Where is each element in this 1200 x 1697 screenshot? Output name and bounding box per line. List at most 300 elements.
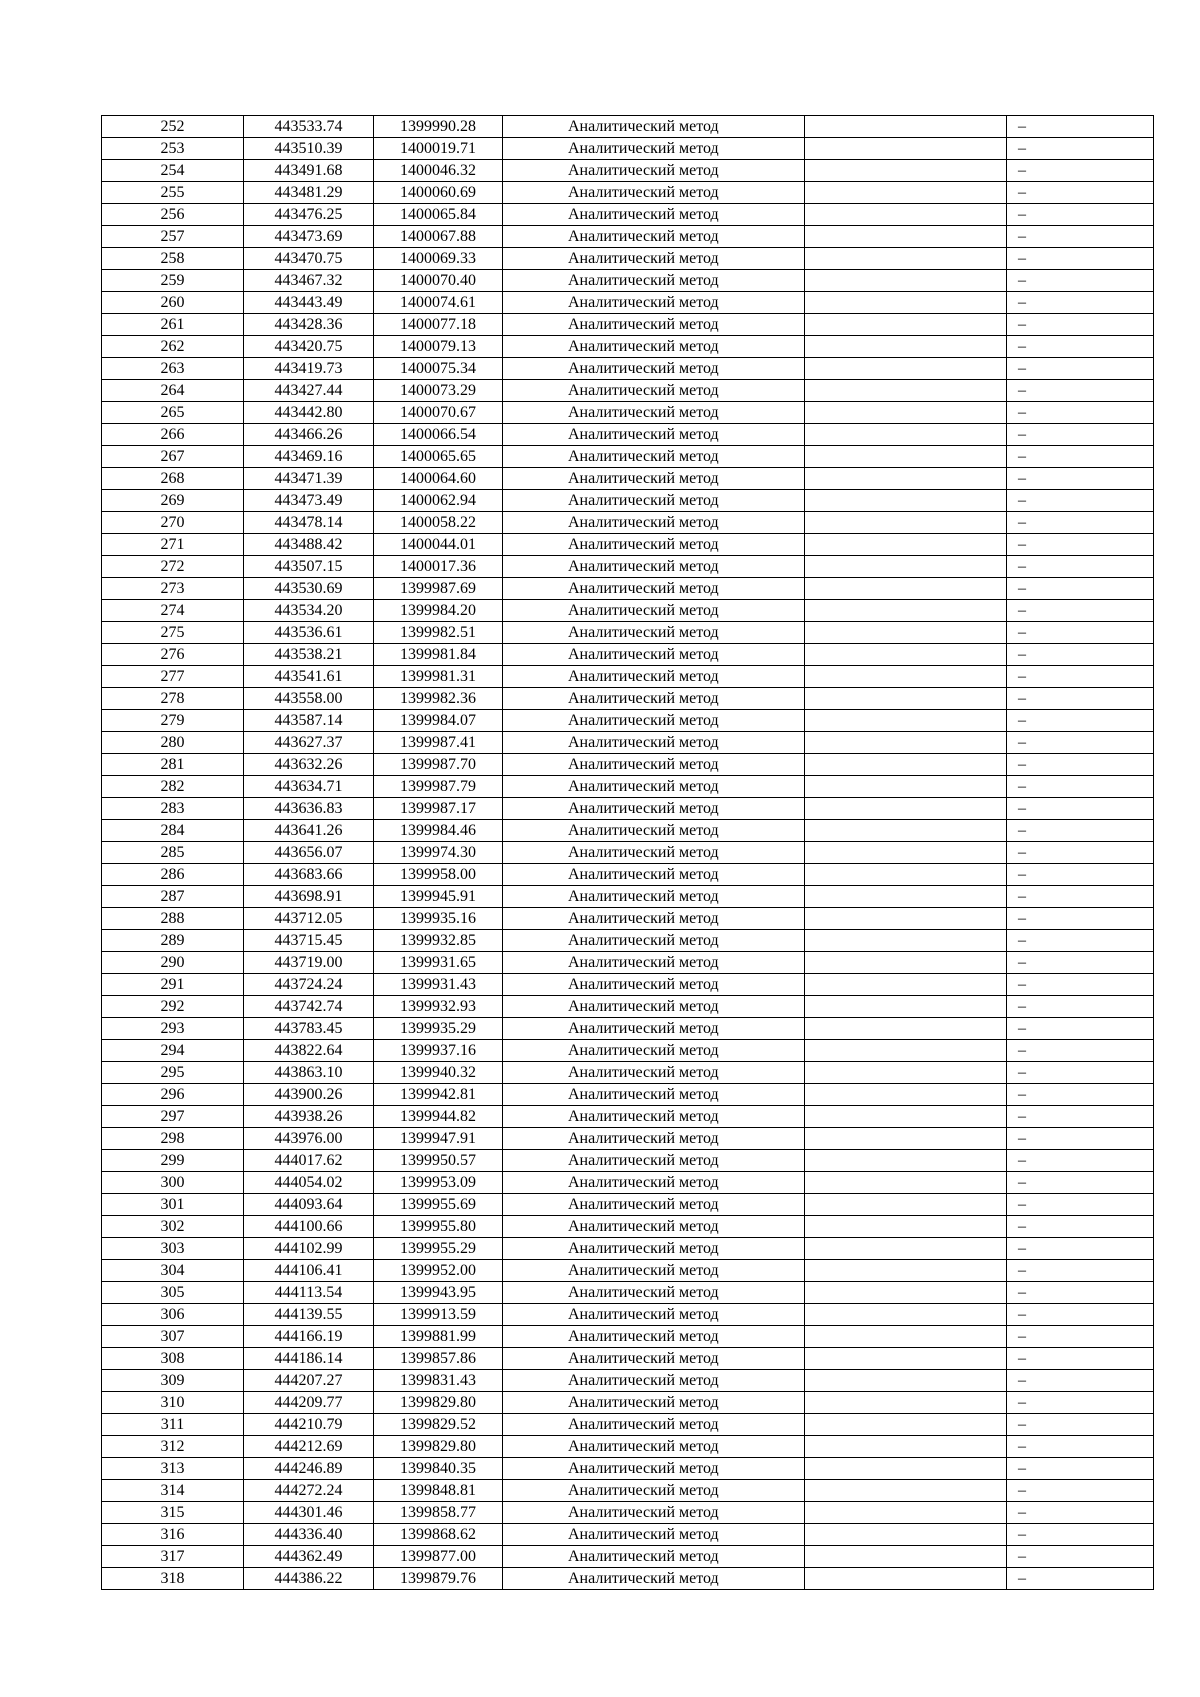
- point-number-cell: 259: [102, 270, 244, 292]
- y-coordinate-cell: 1400070.40: [374, 270, 503, 292]
- description-cell: –: [1007, 292, 1154, 314]
- point-number-cell: 273: [102, 578, 244, 600]
- y-coordinate-cell: 1399953.09: [374, 1172, 503, 1194]
- description-cell: –: [1007, 1106, 1154, 1128]
- x-coordinate-cell: 444186.14: [244, 1348, 374, 1370]
- method-cell: Аналитический метод: [503, 776, 805, 798]
- method-cell: Аналитический метод: [503, 600, 805, 622]
- x-coordinate-cell: 443683.66: [244, 864, 374, 886]
- description-cell: –: [1007, 336, 1154, 358]
- precision-cell: [805, 1370, 1007, 1392]
- method-cell: Аналитический метод: [503, 402, 805, 424]
- precision-cell: [805, 688, 1007, 710]
- method-cell: Аналитический метод: [503, 1216, 805, 1238]
- table-row: [102, 1348, 1154, 1370]
- point-number-cell: 291: [102, 974, 244, 996]
- description-cell: –: [1007, 908, 1154, 930]
- description-cell: –: [1007, 556, 1154, 578]
- description-cell: –: [1007, 1568, 1154, 1590]
- description-cell: –: [1007, 1458, 1154, 1480]
- table-row: [102, 1172, 1154, 1194]
- method-cell: Аналитический метод: [503, 1370, 805, 1392]
- precision-cell: [805, 116, 1007, 138]
- precision-cell: [805, 292, 1007, 314]
- method-cell: Аналитический метод: [503, 1106, 805, 1128]
- description-cell: –: [1007, 490, 1154, 512]
- y-coordinate-cell: 1399931.43: [374, 974, 503, 996]
- method-cell: Аналитический метод: [503, 798, 805, 820]
- method-cell: Аналитический метод: [503, 1502, 805, 1524]
- point-number-cell: 271: [102, 534, 244, 556]
- y-coordinate-cell: 1399982.51: [374, 622, 503, 644]
- x-coordinate-cell: 443938.26: [244, 1106, 374, 1128]
- method-cell: Аналитический метод: [503, 226, 805, 248]
- table-row: [102, 1062, 1154, 1084]
- y-coordinate-cell: 1400066.54: [374, 424, 503, 446]
- x-coordinate-cell: 444209.77: [244, 1392, 374, 1414]
- point-number-cell: 302: [102, 1216, 244, 1238]
- table-row: [102, 402, 1154, 424]
- point-number-cell: 279: [102, 710, 244, 732]
- table-row: [102, 1370, 1154, 1392]
- description-cell: –: [1007, 1062, 1154, 1084]
- y-coordinate-cell: 1399935.29: [374, 1018, 503, 1040]
- table-row: [102, 1414, 1154, 1436]
- y-coordinate-cell: 1399831.43: [374, 1370, 503, 1392]
- x-coordinate-cell: 443632.26: [244, 754, 374, 776]
- table-row: [102, 1304, 1154, 1326]
- description-cell: –: [1007, 1546, 1154, 1568]
- x-coordinate-cell: 443715.45: [244, 930, 374, 952]
- precision-cell: [805, 1106, 1007, 1128]
- precision-cell: [805, 314, 1007, 336]
- method-cell: Аналитический метод: [503, 1062, 805, 1084]
- point-number-cell: 318: [102, 1568, 244, 1590]
- precision-cell: [805, 358, 1007, 380]
- x-coordinate-cell: 443822.64: [244, 1040, 374, 1062]
- point-number-cell: 274: [102, 600, 244, 622]
- table-row: [102, 1260, 1154, 1282]
- point-number-cell: 263: [102, 358, 244, 380]
- table-row: [102, 116, 1154, 138]
- point-number-cell: 293: [102, 1018, 244, 1040]
- method-cell: Аналитический метод: [503, 622, 805, 644]
- y-coordinate-cell: 1400062.94: [374, 490, 503, 512]
- table-row: [102, 820, 1154, 842]
- y-coordinate-cell: 1399932.85: [374, 930, 503, 952]
- method-cell: Аналитический метод: [503, 1238, 805, 1260]
- x-coordinate-cell: 444106.41: [244, 1260, 374, 1282]
- y-coordinate-cell: 1399943.95: [374, 1282, 503, 1304]
- table-row: [102, 688, 1154, 710]
- table-row: [102, 336, 1154, 358]
- table-row: [102, 710, 1154, 732]
- point-number-cell: 270: [102, 512, 244, 534]
- point-number-cell: 315: [102, 1502, 244, 1524]
- description-cell: –: [1007, 1480, 1154, 1502]
- precision-cell: [805, 402, 1007, 424]
- x-coordinate-cell: 444100.66: [244, 1216, 374, 1238]
- x-coordinate-cell: 443533.74: [244, 116, 374, 138]
- description-cell: –: [1007, 314, 1154, 336]
- y-coordinate-cell: 1399868.62: [374, 1524, 503, 1546]
- description-cell: –: [1007, 534, 1154, 556]
- x-coordinate-cell: 443473.49: [244, 490, 374, 512]
- method-cell: Аналитический метод: [503, 578, 805, 600]
- x-coordinate-cell: 443719.00: [244, 952, 374, 974]
- y-coordinate-cell: 1399858.77: [374, 1502, 503, 1524]
- y-coordinate-cell: 1399944.82: [374, 1106, 503, 1128]
- table-row: [102, 1524, 1154, 1546]
- point-number-cell: 296: [102, 1084, 244, 1106]
- point-number-cell: 300: [102, 1172, 244, 1194]
- point-number-cell: 264: [102, 380, 244, 402]
- x-coordinate-cell: 444054.02: [244, 1172, 374, 1194]
- description-cell: –: [1007, 930, 1154, 952]
- y-coordinate-cell: 1399987.69: [374, 578, 503, 600]
- precision-cell: [805, 1348, 1007, 1370]
- precision-cell: [805, 842, 1007, 864]
- y-coordinate-cell: 1399952.00: [374, 1260, 503, 1282]
- y-coordinate-cell: 1399982.36: [374, 688, 503, 710]
- y-coordinate-cell: 1399940.32: [374, 1062, 503, 1084]
- description-cell: –: [1007, 1194, 1154, 1216]
- y-coordinate-cell: 1399984.20: [374, 600, 503, 622]
- point-number-cell: 282: [102, 776, 244, 798]
- coordinates-table-body: [102, 116, 1154, 1590]
- description-cell: –: [1007, 380, 1154, 402]
- point-number-cell: 314: [102, 1480, 244, 1502]
- table-row: [102, 424, 1154, 446]
- table-row: [102, 380, 1154, 402]
- precision-cell: [805, 424, 1007, 446]
- point-number-cell: 269: [102, 490, 244, 512]
- x-coordinate-cell: 443536.61: [244, 622, 374, 644]
- precision-cell: [805, 578, 1007, 600]
- description-cell: –: [1007, 1414, 1154, 1436]
- description-cell: –: [1007, 1128, 1154, 1150]
- x-coordinate-cell: 444336.40: [244, 1524, 374, 1546]
- precision-cell: [805, 798, 1007, 820]
- method-cell: Аналитический метод: [503, 270, 805, 292]
- precision-cell: [805, 380, 1007, 402]
- table-row: [102, 182, 1154, 204]
- precision-cell: [805, 160, 1007, 182]
- description-cell: –: [1007, 754, 1154, 776]
- method-cell: Аналитический метод: [503, 1084, 805, 1106]
- y-coordinate-cell: 1399955.80: [374, 1216, 503, 1238]
- y-coordinate-cell: 1399881.99: [374, 1326, 503, 1348]
- method-cell: Аналитический метод: [503, 1414, 805, 1436]
- precision-cell: [805, 336, 1007, 358]
- y-coordinate-cell: 1399958.00: [374, 864, 503, 886]
- point-number-cell: 288: [102, 908, 244, 930]
- x-coordinate-cell: 444207.27: [244, 1370, 374, 1392]
- precision-cell: [805, 974, 1007, 996]
- x-coordinate-cell: 444386.22: [244, 1568, 374, 1590]
- table-row: [102, 1194, 1154, 1216]
- x-coordinate-cell: 444272.24: [244, 1480, 374, 1502]
- description-cell: –: [1007, 996, 1154, 1018]
- x-coordinate-cell: 443466.26: [244, 424, 374, 446]
- x-coordinate-cell: 443587.14: [244, 710, 374, 732]
- y-coordinate-cell: 1399987.41: [374, 732, 503, 754]
- description-cell: –: [1007, 842, 1154, 864]
- x-coordinate-cell: 443698.91: [244, 886, 374, 908]
- x-coordinate-cell: 443473.69: [244, 226, 374, 248]
- point-number-cell: 267: [102, 446, 244, 468]
- point-number-cell: 257: [102, 226, 244, 248]
- description-cell: –: [1007, 798, 1154, 820]
- method-cell: Аналитический метод: [503, 974, 805, 996]
- y-coordinate-cell: 1399987.70: [374, 754, 503, 776]
- description-cell: –: [1007, 1172, 1154, 1194]
- precision-cell: [805, 1062, 1007, 1084]
- y-coordinate-cell: 1400070.67: [374, 402, 503, 424]
- precision-cell: [805, 1436, 1007, 1458]
- method-cell: Аналитический метод: [503, 930, 805, 952]
- table-row: [102, 226, 1154, 248]
- description-cell: –: [1007, 688, 1154, 710]
- x-coordinate-cell: 443641.26: [244, 820, 374, 842]
- description-cell: –: [1007, 644, 1154, 666]
- y-coordinate-cell: 1399981.31: [374, 666, 503, 688]
- table-row: [102, 1128, 1154, 1150]
- method-cell: Аналитический метод: [503, 1304, 805, 1326]
- description-cell: –: [1007, 776, 1154, 798]
- point-number-cell: 265: [102, 402, 244, 424]
- table-row: [102, 204, 1154, 226]
- point-number-cell: 268: [102, 468, 244, 490]
- x-coordinate-cell: 443510.39: [244, 138, 374, 160]
- x-coordinate-cell: 444139.55: [244, 1304, 374, 1326]
- precision-cell: [805, 732, 1007, 754]
- point-number-cell: 303: [102, 1238, 244, 1260]
- precision-cell: [805, 710, 1007, 732]
- point-number-cell: 275: [102, 622, 244, 644]
- x-coordinate-cell: 443712.05: [244, 908, 374, 930]
- precision-cell: [805, 1194, 1007, 1216]
- method-cell: Аналитический метод: [503, 754, 805, 776]
- y-coordinate-cell: 1399879.76: [374, 1568, 503, 1590]
- description-cell: –: [1007, 1392, 1154, 1414]
- x-coordinate-cell: 443976.00: [244, 1128, 374, 1150]
- description-cell: –: [1007, 1238, 1154, 1260]
- method-cell: Аналитический метод: [503, 1260, 805, 1282]
- x-coordinate-cell: 443478.14: [244, 512, 374, 534]
- precision-cell: [805, 556, 1007, 578]
- table-row: [102, 1502, 1154, 1524]
- x-coordinate-cell: 443443.49: [244, 292, 374, 314]
- precision-cell: [805, 754, 1007, 776]
- table-row: [102, 292, 1154, 314]
- x-coordinate-cell: 444362.49: [244, 1546, 374, 1568]
- precision-cell: [805, 182, 1007, 204]
- point-number-cell: 290: [102, 952, 244, 974]
- y-coordinate-cell: 1400079.13: [374, 336, 503, 358]
- precision-cell: [805, 1414, 1007, 1436]
- x-coordinate-cell: 443900.26: [244, 1084, 374, 1106]
- point-number-cell: 306: [102, 1304, 244, 1326]
- description-cell: –: [1007, 1502, 1154, 1524]
- table-row: [102, 776, 1154, 798]
- method-cell: Аналитический метод: [503, 160, 805, 182]
- table-row: [102, 666, 1154, 688]
- x-coordinate-cell: 443488.42: [244, 534, 374, 556]
- precision-cell: [805, 1568, 1007, 1590]
- y-coordinate-cell: 1399987.17: [374, 798, 503, 820]
- precision-cell: [805, 1326, 1007, 1348]
- method-cell: Аналитический метод: [503, 1128, 805, 1150]
- precision-cell: [805, 204, 1007, 226]
- point-number-cell: 278: [102, 688, 244, 710]
- method-cell: Аналитический метод: [503, 1458, 805, 1480]
- description-cell: –: [1007, 974, 1154, 996]
- method-cell: Аналитический метод: [503, 556, 805, 578]
- x-coordinate-cell: 443427.44: [244, 380, 374, 402]
- precision-cell: [805, 1282, 1007, 1304]
- y-coordinate-cell: 1400044.01: [374, 534, 503, 556]
- table-row: [102, 1084, 1154, 1106]
- method-cell: Аналитический метод: [503, 1018, 805, 1040]
- table-row: [102, 1546, 1154, 1568]
- description-cell: –: [1007, 1370, 1154, 1392]
- precision-cell: [805, 1128, 1007, 1150]
- method-cell: Аналитический метод: [503, 1546, 805, 1568]
- description-cell: –: [1007, 1282, 1154, 1304]
- y-coordinate-cell: 1400074.61: [374, 292, 503, 314]
- description-cell: –: [1007, 1348, 1154, 1370]
- precision-cell: [805, 1260, 1007, 1282]
- y-coordinate-cell: 1400065.65: [374, 446, 503, 468]
- point-number-cell: 292: [102, 996, 244, 1018]
- y-coordinate-cell: 1400069.33: [374, 248, 503, 270]
- table-row: [102, 446, 1154, 468]
- point-number-cell: 305: [102, 1282, 244, 1304]
- x-coordinate-cell: 443558.00: [244, 688, 374, 710]
- precision-cell: [805, 908, 1007, 930]
- table-row: [102, 138, 1154, 160]
- method-cell: Аналитический метод: [503, 490, 805, 512]
- precision-cell: [805, 864, 1007, 886]
- x-coordinate-cell: 444210.79: [244, 1414, 374, 1436]
- point-number-cell: 253: [102, 138, 244, 160]
- y-coordinate-cell: 1399848.81: [374, 1480, 503, 1502]
- precision-cell: [805, 886, 1007, 908]
- precision-cell: [805, 996, 1007, 1018]
- description-cell: –: [1007, 886, 1154, 908]
- x-coordinate-cell: 443538.21: [244, 644, 374, 666]
- point-number-cell: 252: [102, 116, 244, 138]
- table-row: [102, 534, 1154, 556]
- table-row: [102, 468, 1154, 490]
- y-coordinate-cell: 1399981.84: [374, 644, 503, 666]
- method-cell: Аналитический метод: [503, 248, 805, 270]
- point-number-cell: 313: [102, 1458, 244, 1480]
- table-row: [102, 512, 1154, 534]
- table-row: [102, 732, 1154, 754]
- x-coordinate-cell: 443467.32: [244, 270, 374, 292]
- y-coordinate-cell: 1400075.34: [374, 358, 503, 380]
- y-coordinate-cell: 1399947.91: [374, 1128, 503, 1150]
- x-coordinate-cell: 444017.62: [244, 1150, 374, 1172]
- point-number-cell: 310: [102, 1392, 244, 1414]
- table-row: [102, 930, 1154, 952]
- table-row: [102, 1106, 1154, 1128]
- description-cell: –: [1007, 732, 1154, 754]
- description-cell: –: [1007, 160, 1154, 182]
- table-row: [102, 1436, 1154, 1458]
- table-row: [102, 248, 1154, 270]
- precision-cell: [805, 1458, 1007, 1480]
- precision-cell: [805, 1040, 1007, 1062]
- point-number-cell: 289: [102, 930, 244, 952]
- y-coordinate-cell: 1399955.69: [374, 1194, 503, 1216]
- precision-cell: [805, 1524, 1007, 1546]
- method-cell: Аналитический метод: [503, 1326, 805, 1348]
- description-cell: –: [1007, 402, 1154, 424]
- description-cell: –: [1007, 710, 1154, 732]
- x-coordinate-cell: 443530.69: [244, 578, 374, 600]
- method-cell: Аналитический метод: [503, 1172, 805, 1194]
- precision-cell: [805, 820, 1007, 842]
- description-cell: –: [1007, 666, 1154, 688]
- description-cell: –: [1007, 182, 1154, 204]
- table-row: [102, 1018, 1154, 1040]
- x-coordinate-cell: 444212.69: [244, 1436, 374, 1458]
- y-coordinate-cell: 1400017.36: [374, 556, 503, 578]
- point-number-cell: 283: [102, 798, 244, 820]
- x-coordinate-cell: 443627.37: [244, 732, 374, 754]
- y-coordinate-cell: 1399987.79: [374, 776, 503, 798]
- description-cell: –: [1007, 820, 1154, 842]
- method-cell: Аналитический метод: [503, 732, 805, 754]
- method-cell: Аналитический метод: [503, 380, 805, 402]
- y-coordinate-cell: 1400019.71: [374, 138, 503, 160]
- method-cell: Аналитический метод: [503, 952, 805, 974]
- description-cell: –: [1007, 1150, 1154, 1172]
- x-coordinate-cell: 443476.25: [244, 204, 374, 226]
- x-coordinate-cell: 443863.10: [244, 1062, 374, 1084]
- point-number-cell: 307: [102, 1326, 244, 1348]
- x-coordinate-cell: 443534.20: [244, 600, 374, 622]
- table-row: [102, 908, 1154, 930]
- table-row: [102, 600, 1154, 622]
- y-coordinate-cell: 1399937.16: [374, 1040, 503, 1062]
- point-number-cell: 299: [102, 1150, 244, 1172]
- precision-cell: [805, 1480, 1007, 1502]
- precision-cell: [805, 1546, 1007, 1568]
- x-coordinate-cell: 444113.54: [244, 1282, 374, 1304]
- table-row: [102, 1392, 1154, 1414]
- table-row: [102, 754, 1154, 776]
- method-cell: Аналитический метод: [503, 534, 805, 556]
- precision-cell: [805, 1018, 1007, 1040]
- y-coordinate-cell: 1399913.59: [374, 1304, 503, 1326]
- precision-cell: [805, 1172, 1007, 1194]
- x-coordinate-cell: 444093.64: [244, 1194, 374, 1216]
- table-row: [102, 490, 1154, 512]
- method-cell: Аналитический метод: [503, 182, 805, 204]
- point-number-cell: 260: [102, 292, 244, 314]
- method-cell: Аналитический метод: [503, 446, 805, 468]
- point-number-cell: 286: [102, 864, 244, 886]
- precision-cell: [805, 270, 1007, 292]
- y-coordinate-cell: 1399945.91: [374, 886, 503, 908]
- precision-cell: [805, 248, 1007, 270]
- table-row: [102, 996, 1154, 1018]
- method-cell: Аналитический метод: [503, 1150, 805, 1172]
